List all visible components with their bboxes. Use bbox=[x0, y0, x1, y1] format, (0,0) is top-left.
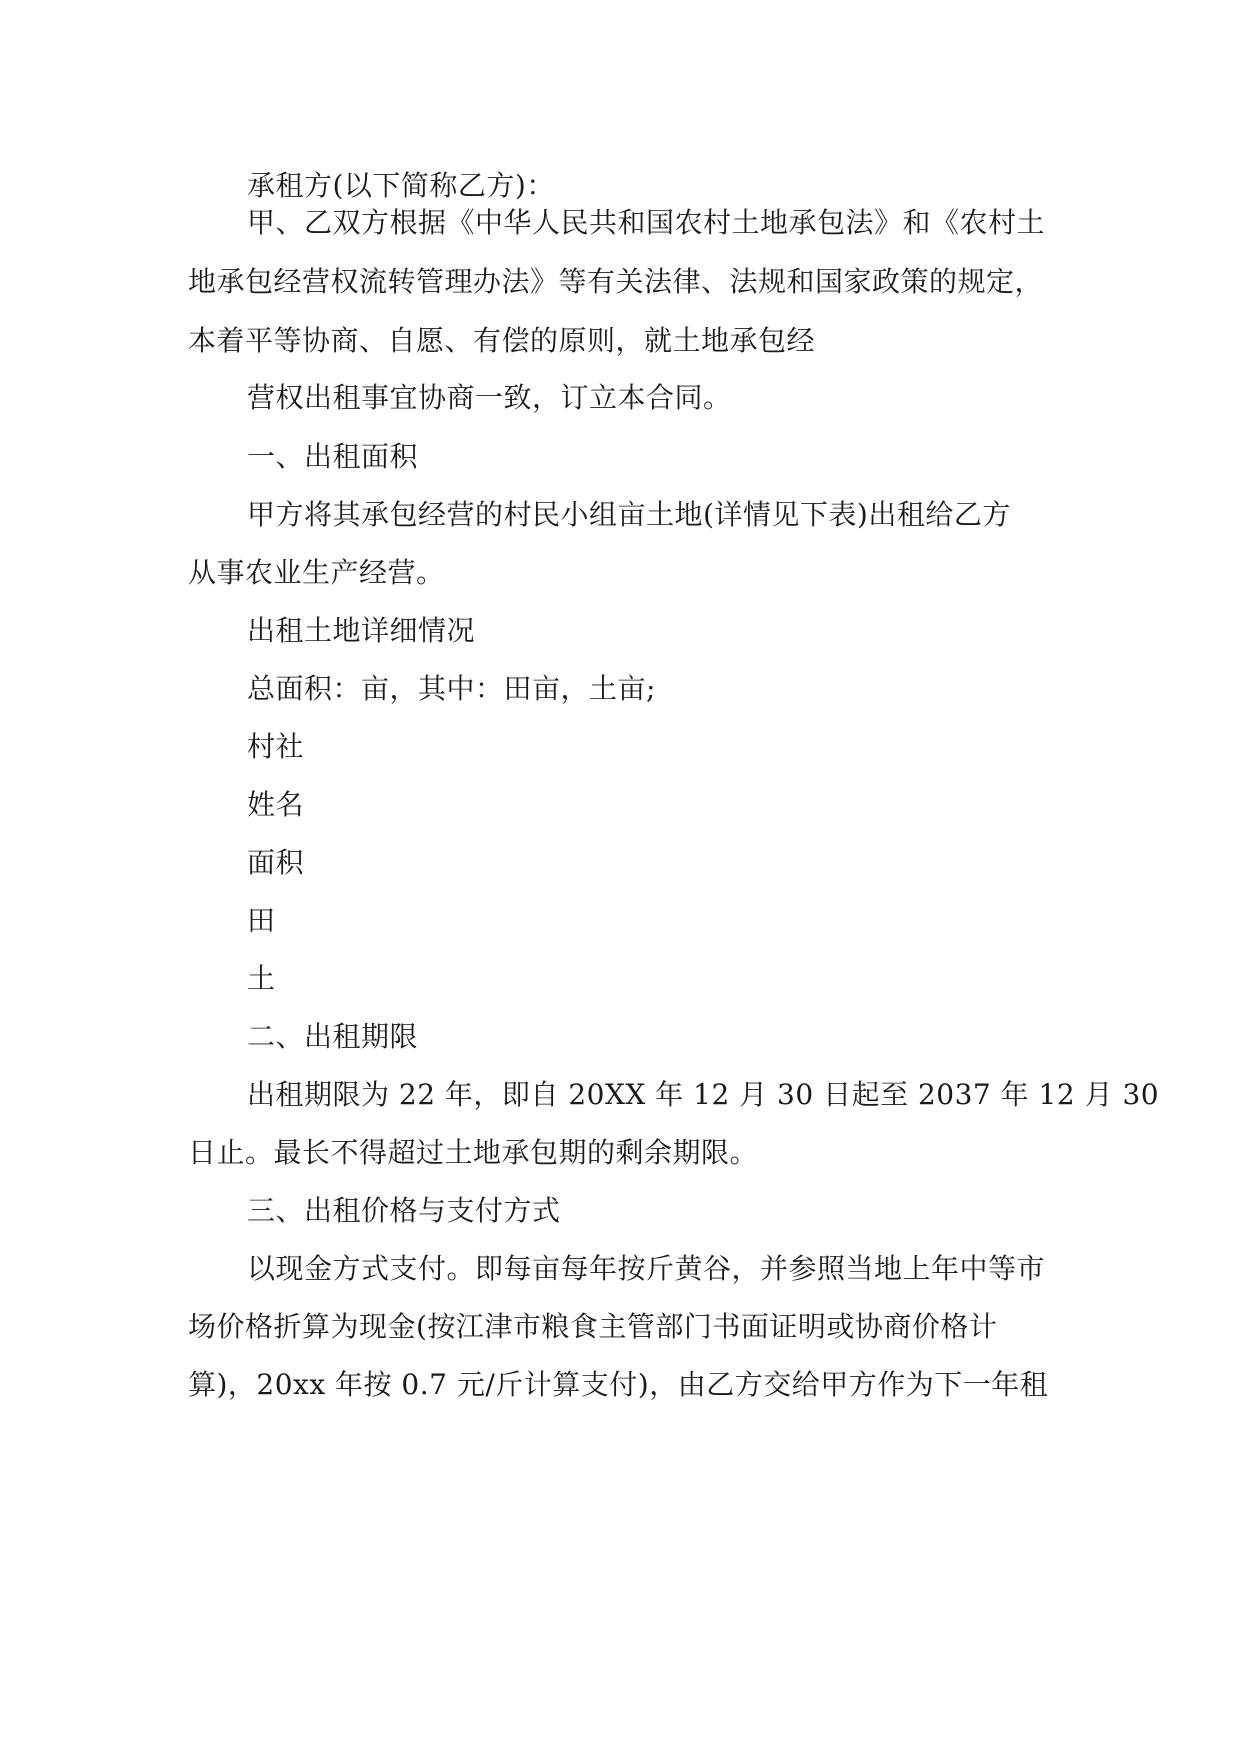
section-2-heading: 二、出租期限 bbox=[247, 1020, 419, 1053]
section-1-paragraph-line-1: 甲方将其承包经营的村民小组亩土地(详情见下表)出租给乙方 bbox=[247, 498, 1011, 531]
section-1-heading: 一、出租面积 bbox=[247, 440, 419, 473]
preamble-line-1: 甲、乙双方根据《中华人民共和国农村土地承包法》和《农村土 bbox=[247, 206, 1046, 239]
section-3-paragraph-line-3: 算)，20xx 年按 0.7 元/斤计算支付)，由乙方交给甲方作为下一年租 bbox=[188, 1368, 1049, 1401]
section-2-paragraph-line-1: 出租期限为 22 年，即自 20XX 年 12 月 30 日起至 2037 年 12 月 30 bbox=[247, 1078, 1160, 1111]
section-2-paragraph-line-2: 日止。最长不得超过土地承包期的剩余期限。 bbox=[188, 1136, 759, 1169]
section-3-paragraph-line-1: 以现金方式支付。即每亩每年按斤黄谷，并参照当地上年中等市 bbox=[247, 1252, 1046, 1285]
field-village: 村社 bbox=[247, 730, 305, 763]
preamble-line-4: 营权出租事宜协商一致，订立本合同。 bbox=[247, 381, 732, 414]
total-area-line: 总面积：亩，其中：田亩，土亩; bbox=[247, 672, 656, 705]
field-area: 面积 bbox=[247, 846, 305, 879]
section-3-heading: 三、出租价格与支付方式 bbox=[247, 1194, 561, 1227]
land-details-heading: 出租土地详细情况 bbox=[247, 614, 476, 647]
field-name: 姓名 bbox=[247, 788, 305, 821]
lessee-heading: 承租方(以下简称乙方)： bbox=[247, 169, 555, 202]
preamble-line-2: 地承包经营权流转管理办法》等有关法律、法规和国家政策的规定， bbox=[188, 265, 1044, 298]
field-paddy: 田 bbox=[247, 904, 276, 937]
section-1-paragraph-line-2: 从事农业生产经营。 bbox=[188, 556, 445, 589]
preamble-line-3: 本着平等协商、自愿、有偿的原则，就土地承包经 bbox=[188, 324, 816, 357]
section-3-paragraph-line-2: 场价格折算为现金(按江津市粮食主管部门书面证明或协商价格计 bbox=[188, 1310, 998, 1343]
field-dryland: 土 bbox=[247, 962, 276, 995]
